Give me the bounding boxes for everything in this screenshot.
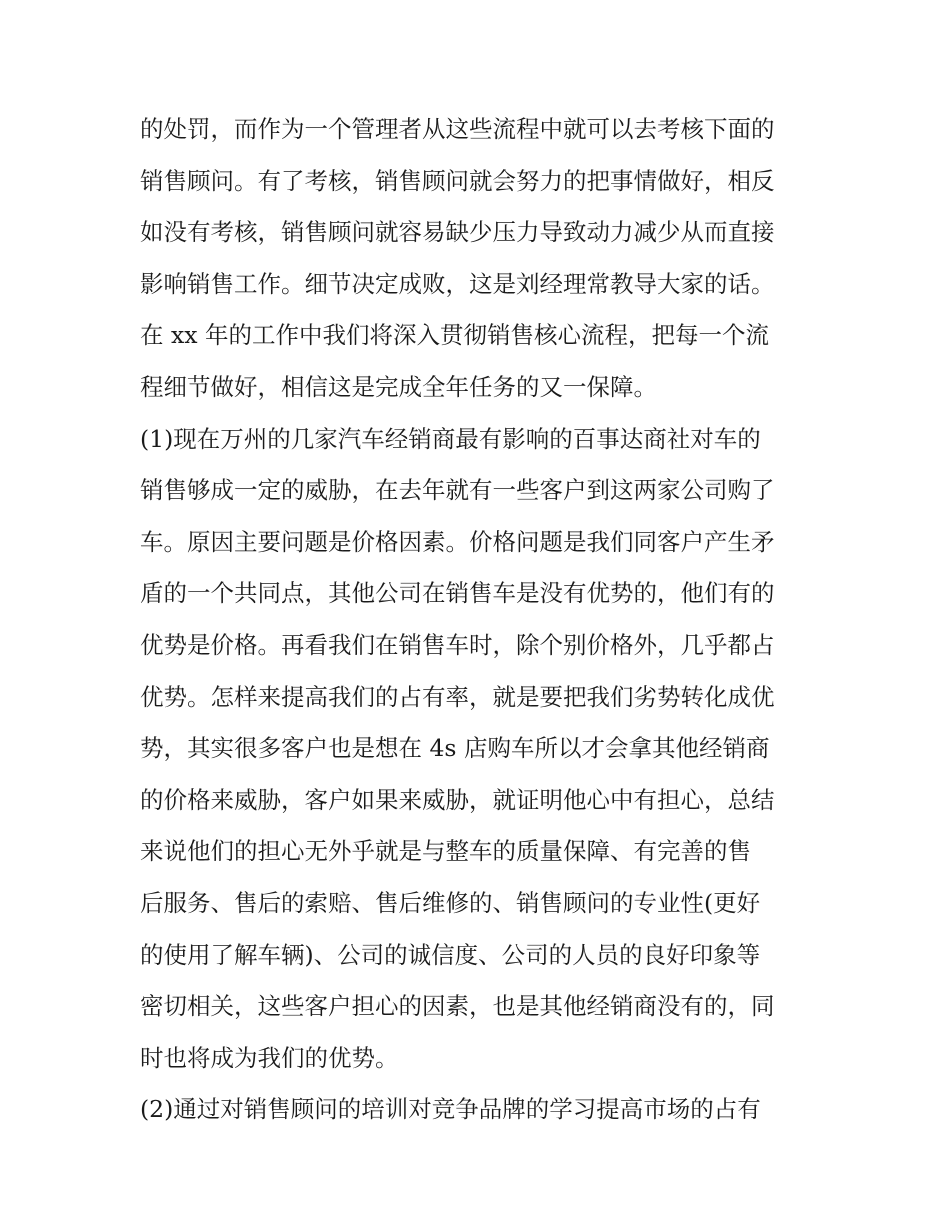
text-line: 优势是价格。再看我们在销售车时，除个别价格外，几乎都占 — [140, 630, 775, 659]
text-line: 密切相关，这些客户担心的因素，也是其他经销商没有的，同 — [140, 992, 775, 1021]
text-line: 车。原因主要问题是价格因素。价格问题是我们同客户产生矛 — [140, 527, 775, 556]
text-line: 的价格来威胁，客户如果来威胁，就证明他心中有担心，总结 — [140, 785, 775, 814]
text-line: 盾的一个共同点，其他公司在销售车是没有优势的，他们有的 — [140, 579, 775, 608]
text-line: 来说他们的担心无外乎就是与整车的质量保障、有完善的售 — [140, 837, 751, 866]
text-line: 势，其实很多客户也是想在 4s 店购车所以才会拿其他经销商 — [140, 734, 770, 763]
text-line: (1)现在万州的几家汽车经销商最有影响的百事达商社对车的 — [140, 424, 761, 453]
text-line: 时也将成为我们的优势。 — [140, 1043, 399, 1072]
text-line: 销售够成一定的威胁，在去年就有一些客户到这两家公司购了 — [140, 476, 775, 505]
text-line: (2)通过对销售顾问的培训对竞争品牌的学习提高市场的占有 — [140, 1095, 761, 1124]
text-line: 如没有考核，销售顾问就容易缺少压力导致动力减少从而直接 — [140, 218, 775, 247]
text-line: 优势。怎样来提高我们的占有率，就是要把我们劣势转化成优 — [140, 682, 775, 711]
text-line: 在 xx 年的工作中我们将深入贯彻销售核心流程，把每一个流 — [140, 321, 769, 350]
text-line: 程细节做好，相信这是完成全年任务的又一保障。 — [140, 372, 657, 401]
body-text — [140, 104, 820, 1136]
text-line: 后服务、售后的索赔、售后维修的、销售顾问的专业性(更好 — [140, 888, 761, 917]
text-line: 的使用了解车辆)、公司的诚信度、公司的人员的良好印象等 — [140, 940, 761, 969]
text-line: 销售顾问。有了考核，销售顾问就会努力的把事情做好，相反 — [140, 166, 775, 195]
text-line: 的处罚，而作为一个管理者从这些流程中就可以去考核下面的 — [140, 115, 775, 143]
text-line: 影响销售工作。细节决定成败，这是刘经理常教导大家的话。 — [140, 269, 775, 298]
